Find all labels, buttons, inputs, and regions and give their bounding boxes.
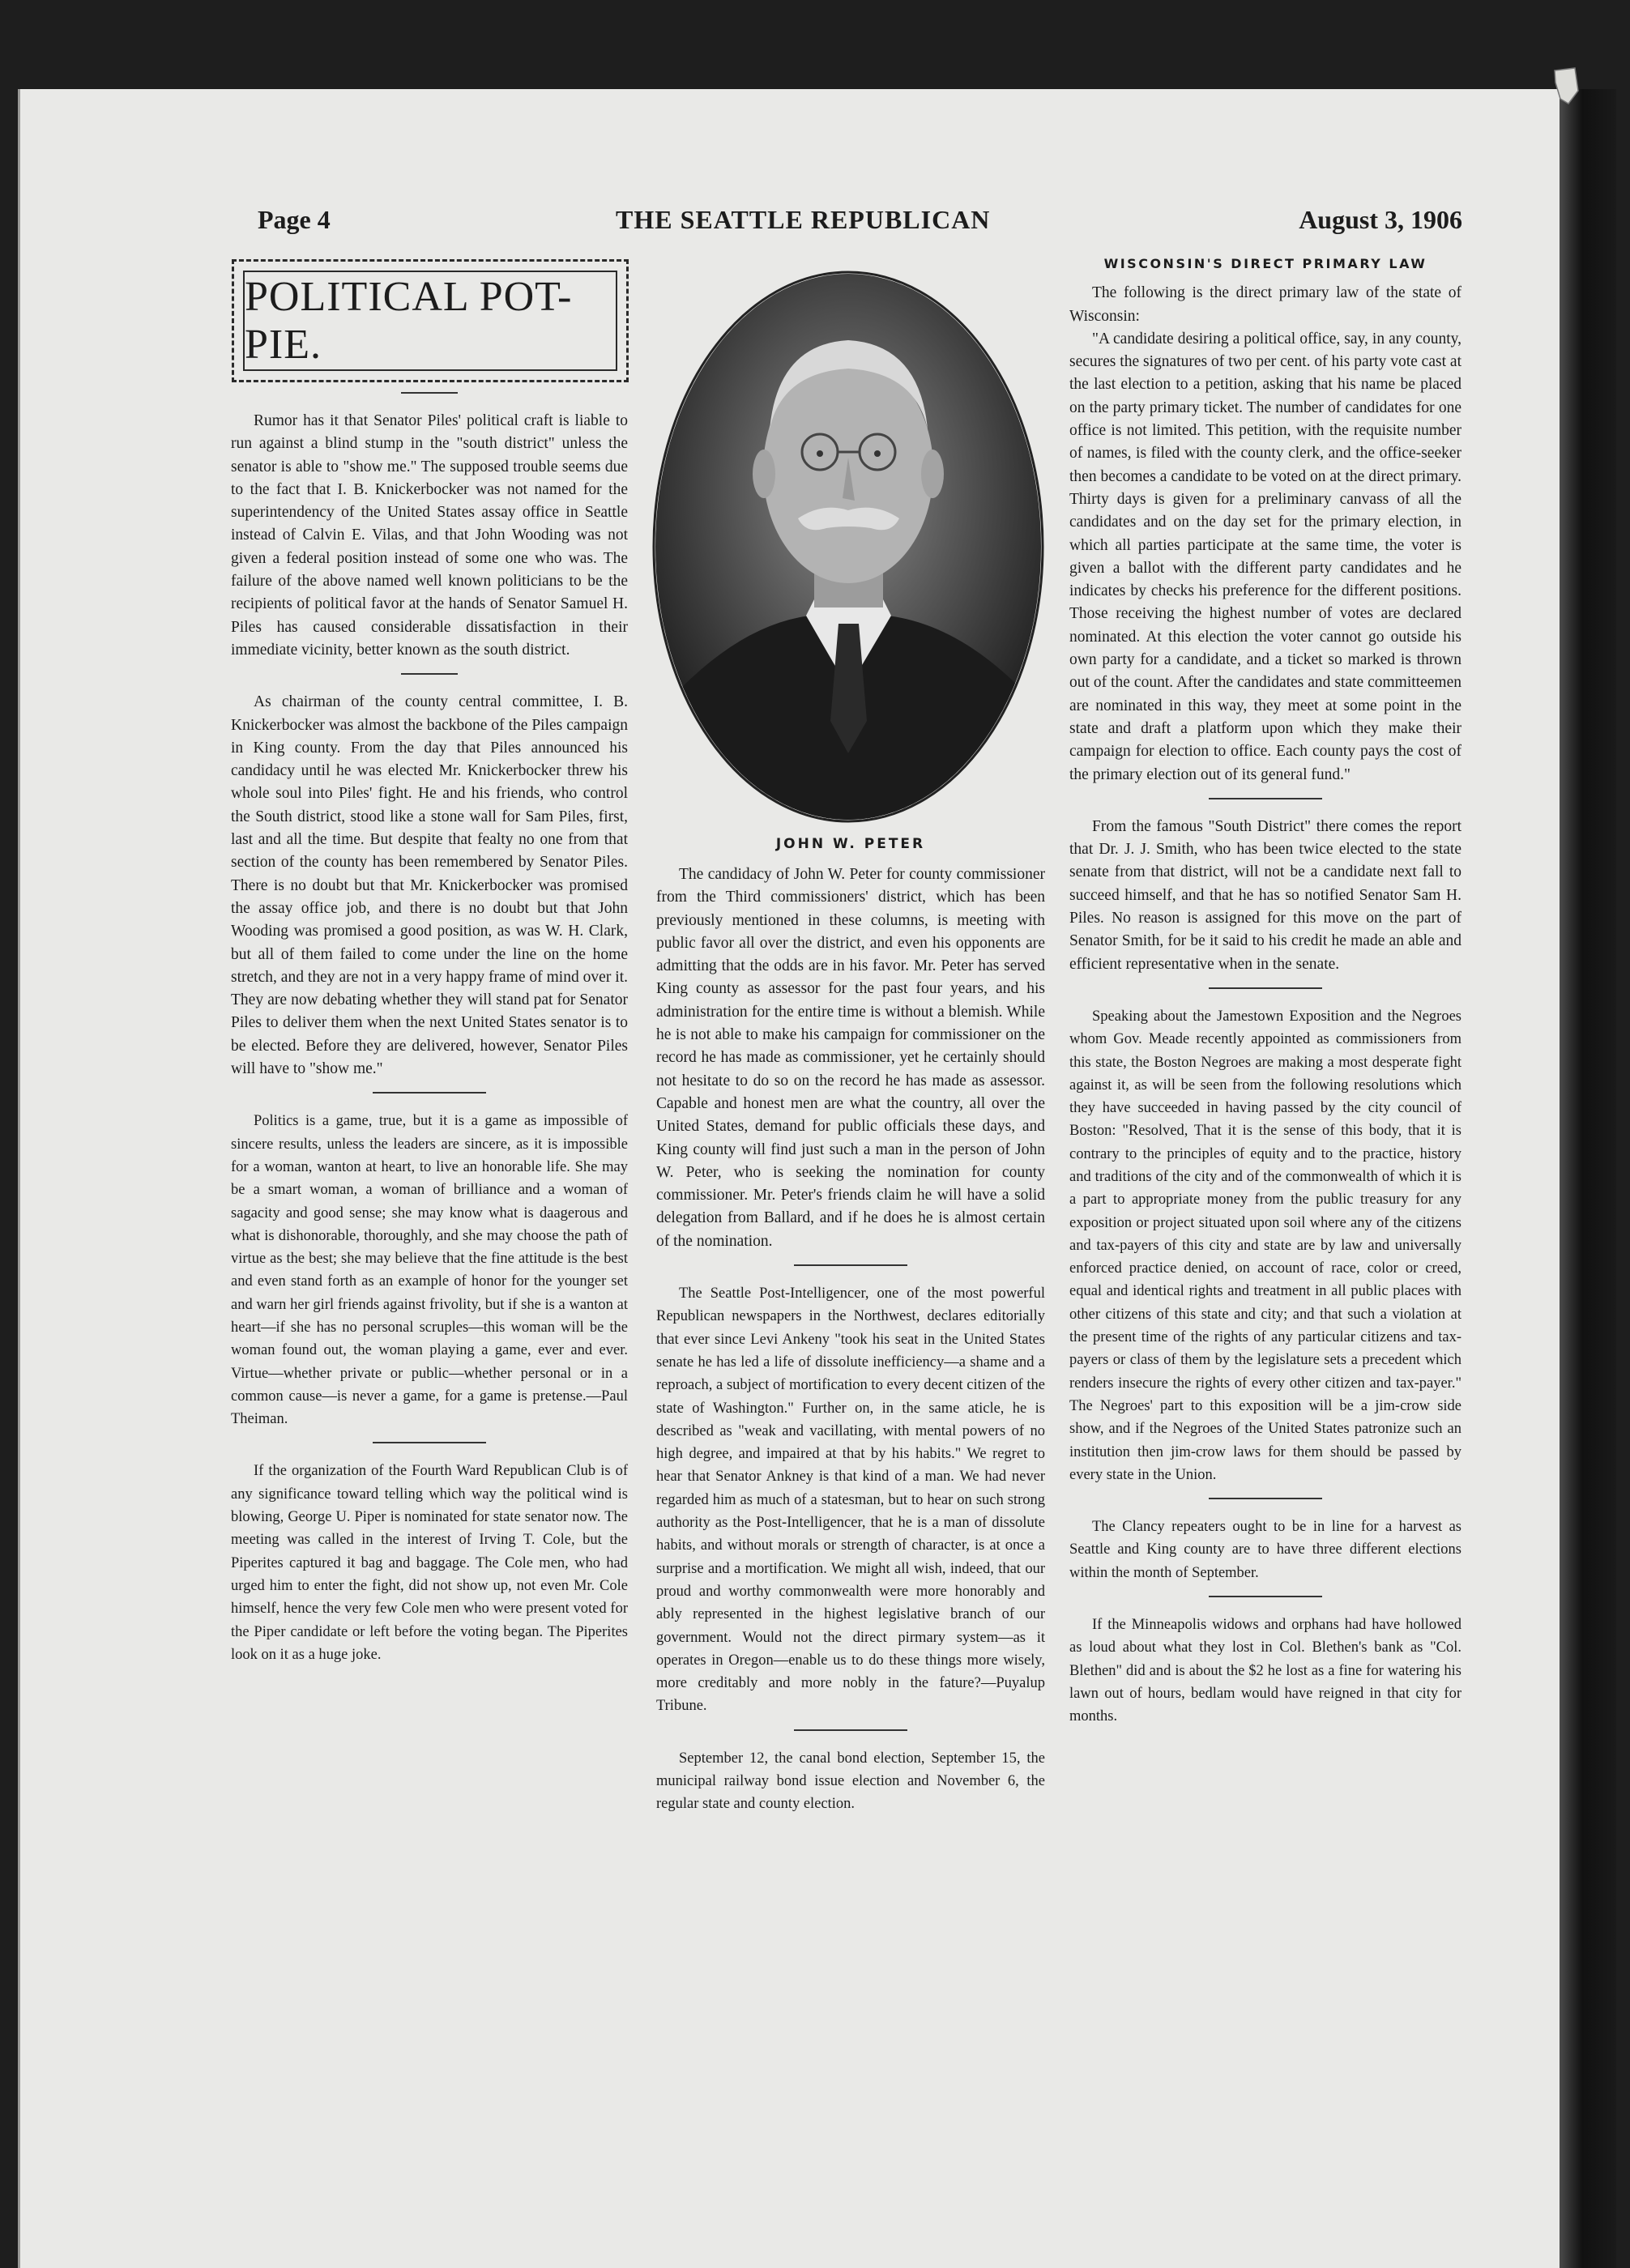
column-john-w-peter: [656, 863, 1045, 1816]
page-number: Page 4: [258, 205, 331, 234]
political-pot-pie-title-box: [232, 259, 629, 382]
article-paragraph: The Clancy repeaters ought to be in line for a harvest as Seattle and King county are to have three different elections within the month of September.: [1069, 1519, 1461, 1581]
article-paragraph: The candidacy of John W. Peter for county commissioner from the Third commissioners' district, which has been previously mentioned in these columns, is meeting with public favor all over the district, and even his opponents are admitting that the odds are in his favor. Mr. Peter has served King county as assessor for the past four years, and his administration for the entire time is without a blemish. While he is not able to make his campaign for commissioner on the record he has made as commissioner, yet he certainly should not hesitate to do so on the record he has made as assessor. Capable and honest men are what the country, all over the United States, demand for public officials these days, and King county will find just such a man in the person of John W. Peter, who is seeking the nomination for county commissioner. Mr. Peter's friends claim he will have a solid delegation from Ballard, and if he does he is almost certain of the nomination.: [656, 866, 1045, 1250]
column-political-pot-pie: [231, 381, 628, 1666]
portrait-john-w-peter: [648, 267, 1049, 826]
portrait-caption: JOHN W. PETER: [775, 836, 926, 852]
page-edge: [1560, 89, 1616, 2268]
divider: [373, 1442, 486, 1443]
divider: [1209, 1498, 1322, 1499]
page-tear-mark: [1551, 66, 1583, 107]
issue-date: August 3, 1906: [1299, 205, 1462, 234]
article-heading: WISCONSIN'S DIRECT PRIMARY LAW: [1103, 256, 1427, 271]
article-paragraph: Speaking about the Jamestown Exposition and the Negroes whom Gov. Meade recently appointed as commissioners from this state, the Boston Negroes are making a most desperate fight against it, as will be seen from the following resolutions which they have succeeded in having passed by the city council of Boston: "Resolved, That it is the sense of this body, that it is contrary to the principles of equity and to the practice, history and traditions of the city and of the commonwealth of which it is a part to appropriate money from the public treasury for any exposition or project situated upon soil where any of the citizens and tax-payers of this city and state are by law and universally enforced practice denied, on account of race, color or creed, equal and identical rights and treatment in all public places with other citizens of this state and city; and that such a violation at the present time of the rights of any particular citizens and tax-payers or class of them by the legislature sets a precedent which renders insecure the rights of every other citizen and tax-payer." The Negroes' part to this exposition will be a jim-crow side show, and if the Negroes of the United States patronize such an institution then jim-crow laws for them should be passed by every state in the Union.: [1069, 1008, 1461, 1483]
masthead: [243, 205, 1462, 245]
column-title: POLITICAL POT-PIE.: [243, 271, 617, 371]
divider: [1209, 1596, 1322, 1597]
divider: [1209, 987, 1322, 989]
article-paragraph: The Seattle Post-Intelligencer, one of the most powerful Republican newspapers in the Northwest, declares editorially that ever since Levi Ankeny "took his seat in the United States senate he has led a life of dissolute inefficiency—a shame and a reproach, a subject of mortification to every decent citizen of the state of Washington." Further on, in the same aticle, he is described as "weak and vacillating, with mental powers of no high degree, and impaired at that by his habits." We regret to hear that Senator Ankney is that kind of a man. We had never regarded him as much of a statesman, but to hear on such strong authority as the Post-Intelligencer, that he is a man of dissolute habits, and without morals or strength of character, is at once a surprise and a mortification. We might all wish, indeed, that our proud and worthy commonwealth were more honorably and ably represented in the highest legislative branch of our government. Would not the direct pirmary system—as it operates in Oregon—enable us to do these things more wisely, more creditably and more nobly in the fature?—Puyalup Tribune.: [656, 1285, 1045, 1715]
divider: [794, 1264, 907, 1266]
divider: [373, 1092, 486, 1094]
article-paragraph: If the organization of the Fourth Ward Republican Club is of any significance toward telling which way the political wind is blowing, George U. Piper is nominated for state senator now. The meeting was called in the interest of Irving T. Cole, but the Piperites captured it bag and baggage. The Cole men, who had urged him to enter the fight, did not show up, not even Mr. Cole himself, hence the very few Cole men who were present voted for the Piper candidate or left before the voting began. The Piperites look on it as a huge joke.: [231, 1463, 628, 1663]
article-paragraph: If the Minneapolis widows and orphans had have hollowed as loud about what they lost in Col. Blethen's bank as "Col. Blethen" did and is about the $2 he lost as a fine for watering his lawn out of hours, bedlam would have reigned in that city for months.: [1069, 1617, 1461, 1725]
article-paragraph: September 12, the canal bond election, September 15, the municipal railway bond issue election and November 6, the regular state and county election.: [656, 1750, 1045, 1813]
newspaper-name: THE SEATTLE REPUBLICAN: [616, 205, 991, 234]
article-paragraph: From the famous "South District" there comes the report that Dr. J. J. Smith, who has been twice elected to the state senate from that district, will not be a candidate next fall to succeed himself, and that he has so notified Senator Sam H. Piles. No reason is assigned for this move on the part of Senator Smith, for be it said to his credit he made an able and efficient representative when in the senate.: [1069, 817, 1461, 973]
article-paragraph: The following is the direct primary law of the state of Wisconsin:: [1069, 284, 1461, 325]
article-paragraph: Rumor has it that Senator Piles' political craft is liable to run against a blind stump in the "south district" unless the senator is able to "show me." The supposed trouble seems due to the fact that I. B. Knickerbocker was not named for the superintendency of the United States assay office in Seattle instead of Calvin E. Vilas, and that John Wooding was not given a federal position instead of some one who was. The failure of the above named well known politicians to be the recipients of political favor at the hands of Senator Samuel H. Piles has caused considerable dissatisfaction in their immediate vicinity, better known as the south district.: [231, 412, 628, 659]
divider: [401, 673, 458, 675]
divider: [1209, 798, 1322, 799]
column-wisconsin-primary: [1069, 253, 1461, 1729]
article-paragraph: "A candidate desiring a political office, say, in any county, secures the signatures of two per cent. of his party vote cast at the last election to a petition, asking that his name be placed on the party primary ticket. The number of candidates for one office is not limited. This petition, with the requisite number of names, is filed with the county clerk, and the office-seeker then becomes a candidate to be voted on at the direct primary. Thirty days is given for a preliminary canvass of all the candidates and on the day set for the primary election, in which all parties participate at the same time, the voter is given a ballot with the different party candidates and he indicates by checks his preference for the different positions. Those receiving the highest number of votes are declared nominated. At this election the voter cannot go outside his own party for a candidate, and a ticket so marked is thrown out of the count. After the candidates and state committeemen are nominated in this way, they meet at some point in the state and draft a platform upon which they make their campaign for election to office. Each county pays the cost of the primary election out of its general fund.": [1069, 330, 1461, 783]
article-paragraph: As chairman of the county central committee, I. B. Knickerbocker was almost the backbone of the Piles campaign in King county. From the day that Piles announced his candidacy until he was elected Mr. Knickerbocker threw his whole soul into Piles' fight. He and his friends, who control the South district, stood like a stone wall for Sam Piles, first, last and all the time. But despite that fealty no one from that section of the county has been remembered by Senator Piles. There is no doubt but that Mr. Knickerbocker was promised the assay office job, and there is no doubt but that John Wooding was promised a good position, as was W. H. Clark, but all of them failed to come under the line on the home stretch, and they are not in a very happy frame of mind over it. They are now debating whether they will stand pat for Senator Piles to deliver them when the next United States senator is to be elected. Before they are delivered, however, Senator Piles will have to "show me.": [231, 693, 628, 1078]
divider: [794, 1729, 907, 1731]
divider: [401, 392, 458, 394]
article-paragraph: Politics is a game, true, but it is a game as impossible of sincere results, unless the leaders are sincere, as it is impossible for a woman, wanton at heart, to live an honorable life. She may be a smart woman, a woman of brilliance and a woman of sagacity and good sense; she may know what is daagerous and what is dishonorable, thoroughly, and she may choose the path of virtue as the best; she may believe that the fine attitude is the best and even stand forth as an example of honor for the younger set and warn her girl friends against frivolity, but if she is a wanton at heart—if she has no personal scruples—this woman will be the woman found out, the woman playing a game, ever and ever. Virtue—whether private or public—whether personal or in a common cause—is never a game, for a game is pretense.—Paul Theiman.: [231, 1113, 628, 1428]
